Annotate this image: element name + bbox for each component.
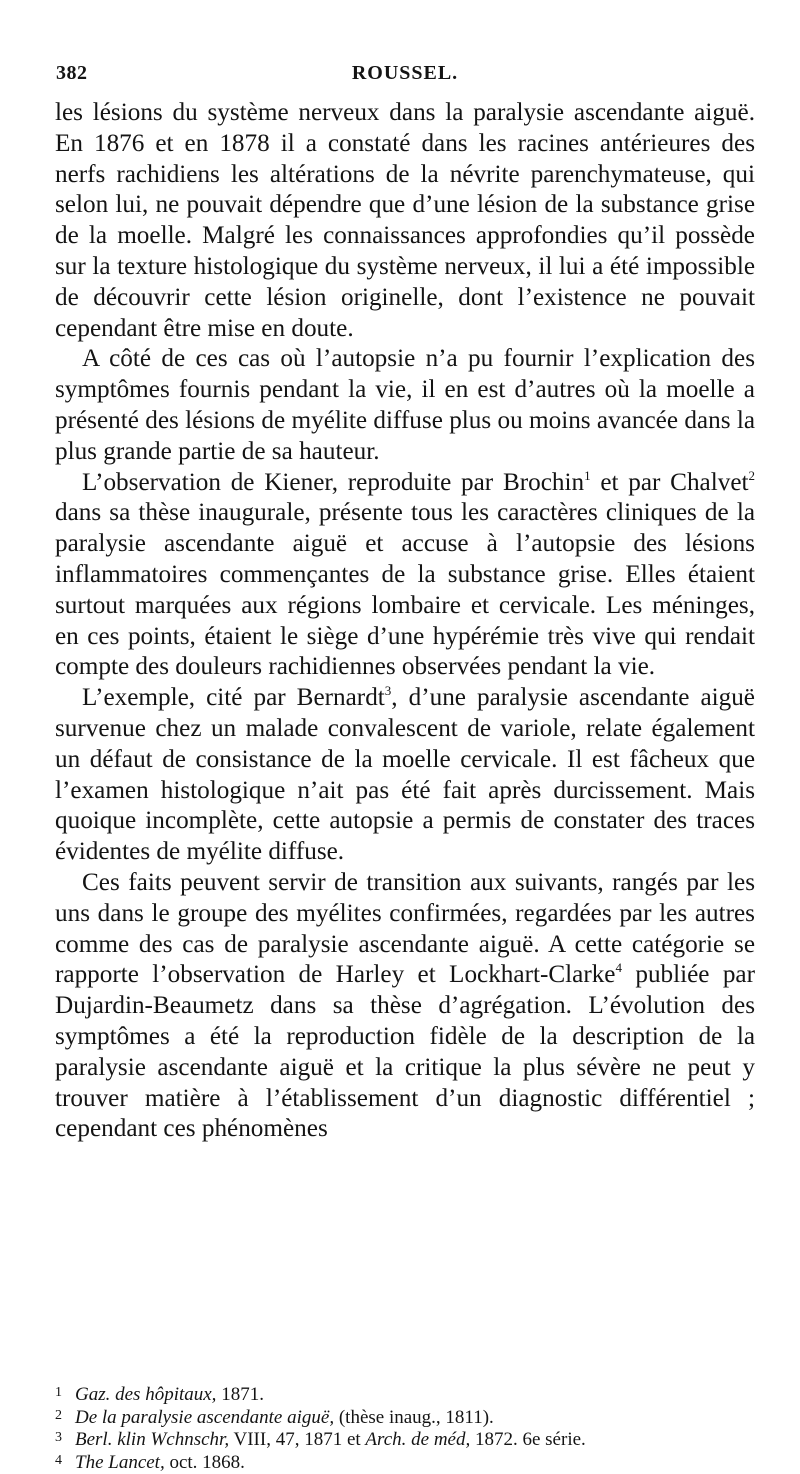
footnote-ref: 2 [749, 468, 756, 483]
page-header [55, 62, 755, 92]
footnote: 4 The Lancet, oct. 1868. [55, 1452, 755, 1474]
paragraph: A côté de ces cas où l’autopsie n’a pu fournir l’explication des symptômes fournis pendant la vie, il en est d’autres où la moelle a présenté des lésions de myélite diffuse plus ou moins avancée dans la plus grande partie de sa hauteur. [55, 344, 755, 467]
footnote: 3 Berl. klin Wchnschr, VIII, 47, 1871 et Arch. de méd, 1872. 6e série. [55, 1429, 755, 1452]
footnote-ref: 4 [616, 960, 623, 975]
paragraph: Ces faits peuvent servir de transition aux suivants, rangés par les uns dans le groupe des myélites confirmées, regardées par les autres comme des cas de paralysie ascendante aiguë. A cette catégorie se rapporte l’observation de Harley et Lockhart-Clarke$^4$ publiée par Dujardin-Beaumetz dans sa thèse d’agrégation. L’évolution des symptômes a été la reproduction fidèle de la description de la paralysie ascendante aiguë et la critique la plus sévère ne peut y trouver matière à l’établissement d’un diagnostic différentiel ; cependant ces phénomènes [55, 868, 755, 1145]
running-head: ROUSSEL. [55, 62, 755, 85]
body-text [55, 98, 755, 1145]
footnote-mark: 3 [55, 1427, 62, 1450]
footnote-mark: 4 [55, 1450, 62, 1473]
footnote-mark: 2 [55, 1405, 62, 1428]
footnotes [55, 1384, 755, 1474]
paragraph: les lésions du système nerveux dans la paralysie ascendante aiguë. En 1876 et en 1878 il a constaté dans les racines antérieures des nerfs rachidiens les altérations de la névrite parenchymateuse, qui selon lui, ne pouvait dépendre que d’une lésion de la substance grise de la moelle. Malgré les connaissances approfondies qu’il possède sur la texture histologique du système nerveux, il lui a été impossible de découvrir cette lésion originelle, dont l’existence ne pouvait cependant être mise en doute. [55, 98, 755, 344]
paragraph: L’observation de Kiener, reproduite par Brochin$^1$ et par Chalvet$^2$ dans sa thèse inaugurale, présente tous les caractères cliniques de la paralysie ascendante aiguë et accuse à l’autopsie des lésions inflammatoires commençantes de la substance grise. Elles étaient surtout marquées aux régions lombaire et cervicale. Les méninges, en ces points, étaient le siège d’une hypérémie très vive qui rendait compte des douleurs rachidiennes observées pendant la vie. [55, 468, 755, 684]
page-number: 382 [56, 62, 88, 85]
footnote: 1 Gaz. des hôpitaux, 1871. [55, 1384, 755, 1407]
footnote-ref: 3 [385, 683, 392, 698]
footnote-ref: 1 [584, 468, 591, 483]
footnote: 2 De la paralysie ascendante aiguë, (thèse inaug., 1811). [55, 1407, 755, 1430]
footnote-mark: 1 [55, 1382, 62, 1405]
paragraph: L’exemple, cité par Bernardt$^3$, d’une paralysie ascendante aiguë survenue chez un malade convalescent de variole, relate également un défaut de consistance de la moelle cervicale. Il est fâcheux que l’examen histologique n’ait pas été fait après durcissement. Mais quoique incomplète, cette autopsie a permis de constater des traces évidentes de myélite diffuse. [55, 683, 755, 868]
